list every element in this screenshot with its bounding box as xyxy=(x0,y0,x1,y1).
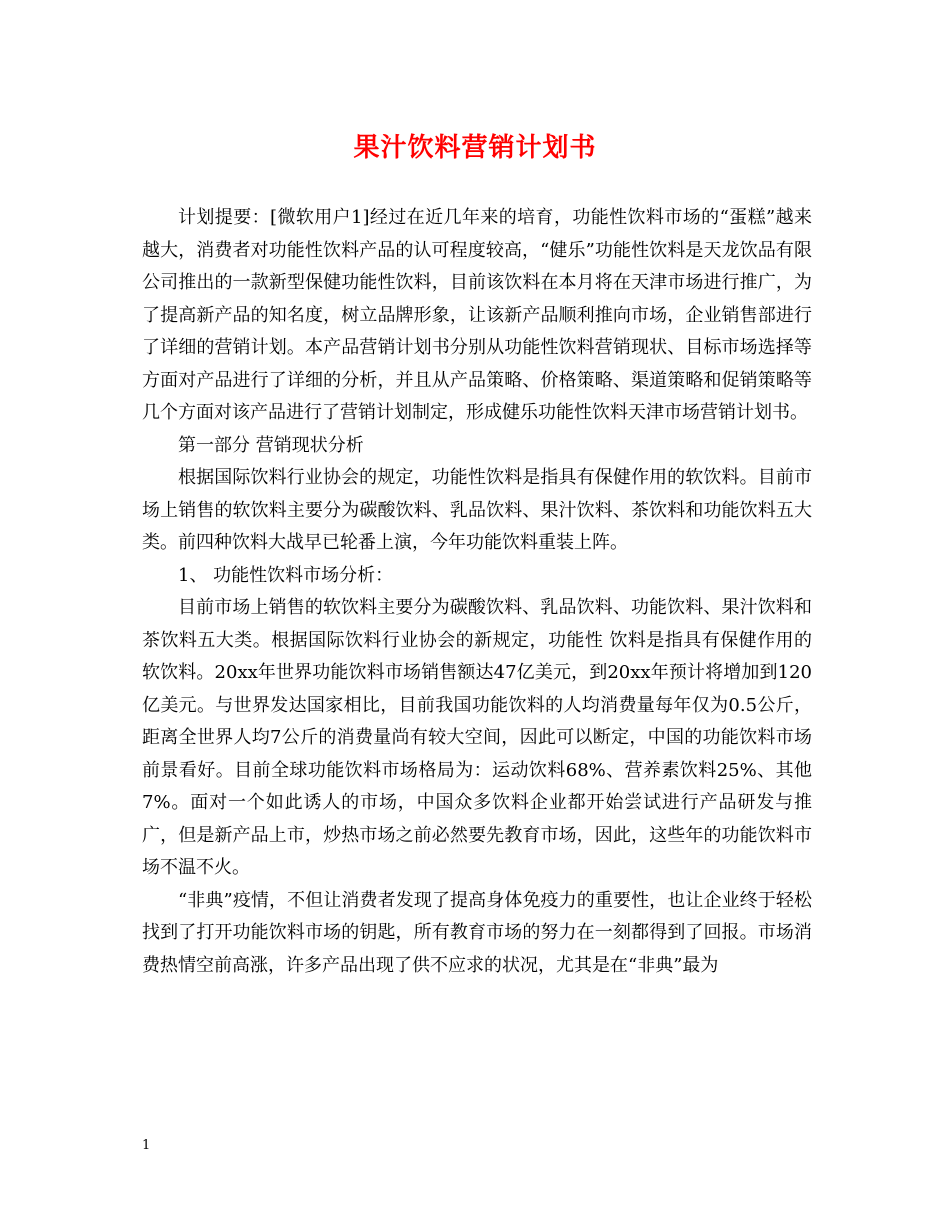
paragraph-sars-impact: “非典”疫情，不但让消费者发现了提高身体免疫力的重要性，也让企业终于轻松找到了打开功能饮料市场的钥匙，所有教育市场的努力在一刻都得到了回报。市场消费热情空前高涨，许多产品出现了供不应求的状况，尤其是在“非典”最为 xyxy=(142,889,812,976)
paragraph-definition: 根据国际饮料行业协会的规定，功能性饮料是指具有保健作用的软饮料。目前市场上销售的软饮料主要分为碳酸饮料、乳品饮料、果汁饮料、茶饮料和功能饮料五大类。前四种饮料大战早已轮番上演，今年功能饮料重装上阵。 xyxy=(142,467,812,553)
paragraph-market-analysis: 目前市场上销售的软饮料主要分为碳酸饮料、乳品饮料、功能饮料、果汁饮料和茶饮料五大类。根据国际饮料行业协会的新规定，功能性 饮料是指具有保健作用的软饮料。20xx年世界功能饮料市场销售额达47亿美元，到20xx年预计将增加到120亿美元。与世界发达国家相比，目前我国功能饮料的人均消费量每年仅为0.5公斤，距离全世界人均7公斤的消费量尚有较大空间，因此可以断定，中国的功能饮料市场前景看好。目前全球功能饮料市场格局为：运动饮料68%、营养素饮料25%、其他7%。面对一个如此诱人的市场，中国众多饮料企业都开始尝试进行产品研发与推广，但是新产品上市，炒热市场之前必然要先教育市场，因此，这些年的功能饮料市场不温不火。 xyxy=(142,597,812,878)
paragraph-plan-summary: 计划提要：[微软用户1]经过在近几年来的培育，功能性饮料市场的“蛋糕”越来越大，消费者对功能性饮料产品的认可程度较高，“健乐”功能性饮料是天龙饮品有限公司推出的一款新型保健功能性饮料，目前该饮料在本月将在天津市场进行推广，为了提高新产品的知名度，树立品牌形象，让该新产品顺利推向市场，企业销售部进行了详细的营销计划。本产品营销计划书分别从功能性饮料营销现状、目标市场选择等方面对产品进行了详细的分析，并且从产品策略、价格策略、渠道策略和促销策略等几个方面对该产品进行了营销计划制定，形成健乐功能性饮料天津市场营销计划书。 xyxy=(142,207,812,423)
subsection-heading-market-analysis: 1、 功能性饮料市场分析： xyxy=(178,564,394,586)
document-title: 果汁饮料营销计划书 xyxy=(353,133,597,163)
document-body xyxy=(142,202,812,982)
page-number: 1 xyxy=(142,1138,151,1153)
section-heading-part-one: 第一部分 营销现状分析 xyxy=(178,434,364,456)
